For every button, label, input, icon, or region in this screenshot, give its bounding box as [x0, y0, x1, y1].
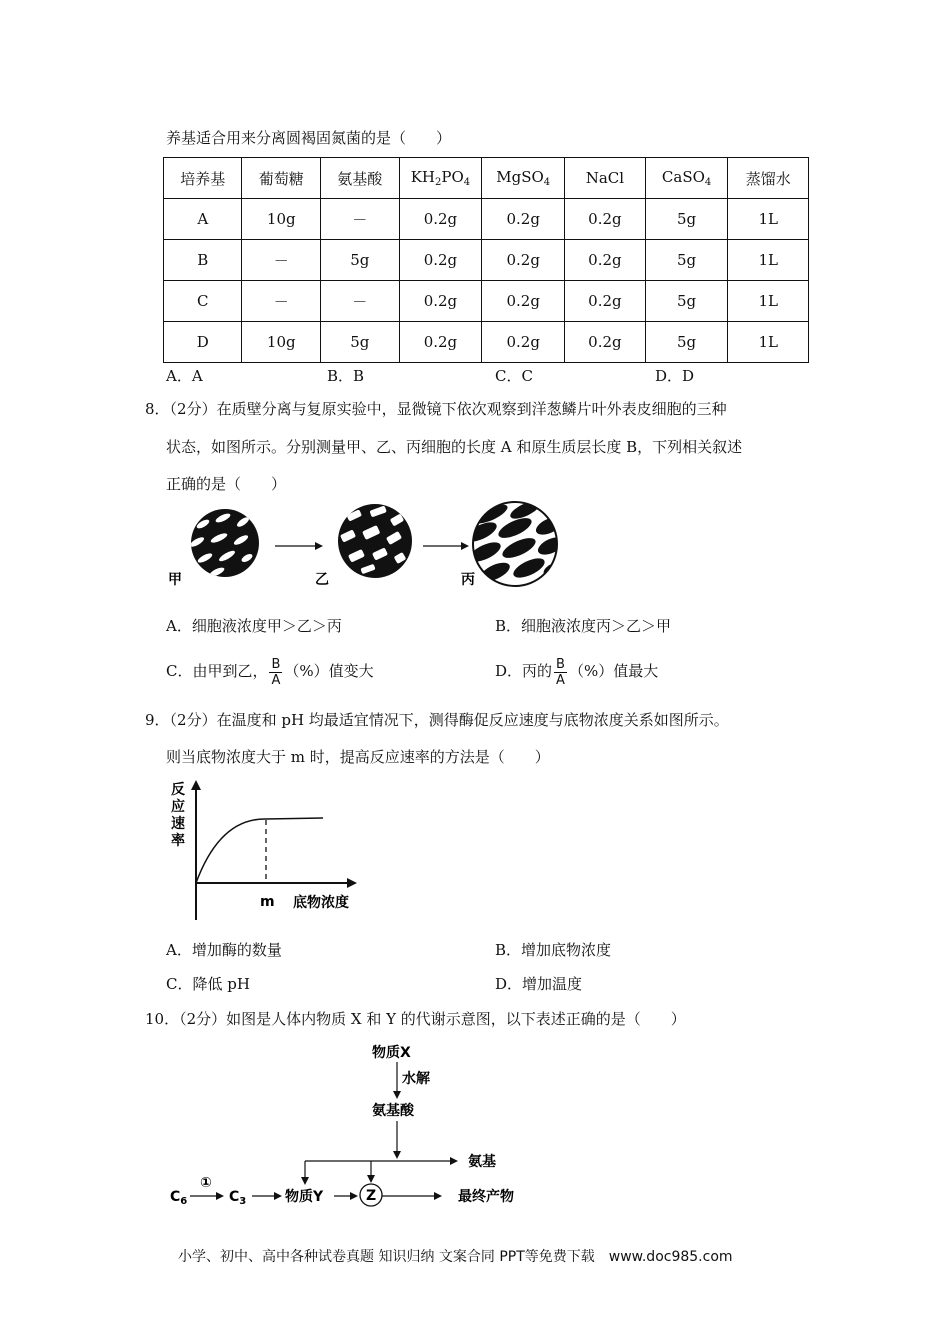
table-cell: 0.2g — [482, 281, 565, 322]
label-bing: 丙 — [461, 572, 475, 588]
q8-option-d-post: （%）值最大 — [568, 662, 659, 680]
ylabel-char: 速 — [171, 816, 185, 832]
cell-yi-image — [338, 504, 412, 578]
m-tick-label: m — [260, 894, 275, 910]
table-cell: 5g — [321, 322, 400, 363]
header-water: 蒸馏水 — [728, 158, 809, 199]
fraction-b-over-a — [554, 657, 567, 688]
fraction-numerator: B — [271, 656, 281, 672]
y-axis-arrow — [191, 780, 201, 790]
ylabel-char: 率 — [171, 833, 185, 849]
arrow-1-head — [315, 542, 323, 550]
fraction-denominator: A — [556, 672, 565, 688]
table-cell: － — [242, 240, 321, 281]
table-cell: 1L — [728, 240, 809, 281]
table-cell: 5g — [645, 240, 728, 281]
q9-option-c: C．降低 pH — [166, 975, 250, 993]
table-cell: 5g — [645, 322, 728, 363]
header-nacl: NaCl — [565, 158, 646, 199]
node-substance-y: 物质Y — [285, 1189, 324, 1205]
table-cell: 0.2g — [565, 199, 646, 240]
table-cell: 0.2g — [482, 199, 565, 240]
arrow-head — [393, 1151, 401, 1159]
table-cell: － — [321, 199, 400, 240]
arrow-head — [450, 1157, 458, 1165]
q8-option-d — [495, 651, 658, 691]
header-amino-acid: 氨基酸 — [321, 158, 400, 199]
table-header-row — [164, 158, 809, 199]
node-c3: $C_3$ — [229, 1189, 247, 1207]
header-medium: 培养基 — [164, 158, 242, 199]
node-c6: $C_6$ — [170, 1189, 188, 1207]
table-cell: B — [164, 240, 242, 281]
table-cell: － — [242, 281, 321, 322]
arrow-2-head — [461, 542, 469, 550]
node-amino-acid: 氨基酸 — [372, 1103, 414, 1119]
table-cell: 0.2g — [399, 322, 482, 363]
q8-stem-line3: 正确的是（ ） — [166, 475, 287, 493]
table-cell: 0.2g — [399, 199, 482, 240]
q7-option-d: D．D — [655, 367, 695, 385]
cell-bing-image — [463, 500, 565, 586]
fraction-denominator: A — [271, 672, 281, 688]
node-final-product: 最终产物 — [458, 1189, 514, 1205]
q10-stem-line1: 10．（2分）如图是人体内物质 X 和 Y 的代谢示意图，以下表述正确的是（ ） — [145, 1010, 686, 1028]
table-cell: 0.2g — [399, 240, 482, 281]
arrow-head — [434, 1192, 442, 1200]
arrow-head — [216, 1192, 224, 1200]
arrow-head — [274, 1192, 282, 1200]
table-cell: 5g — [645, 199, 728, 240]
q7-option-b: B．B — [327, 367, 365, 385]
node-substance-x: 物质X — [372, 1045, 411, 1061]
table-cell: 0.2g — [482, 322, 565, 363]
enzyme-rate-chart — [165, 778, 365, 923]
node-z: Z — [366, 1188, 377, 1204]
q8-stem-line1: 8．（2分）在质壁分离与复原实验中，显微镜下依次观察到洋葱鳞片叶外表皮细胞的三种 — [145, 400, 727, 418]
fraction-b-over-a — [269, 657, 282, 688]
q9-option-a: A．增加酶的数量 — [166, 941, 282, 959]
table-cell: 0.2g — [565, 281, 646, 322]
ylabel-char: 反 — [171, 782, 185, 798]
x-axis-arrow — [347, 878, 357, 888]
table-cell: 5g — [321, 240, 400, 281]
plasmolysis-figure — [165, 500, 565, 592]
header-mgso4: MgSO$_4$ — [482, 158, 565, 199]
table-cell: 1L — [728, 322, 809, 363]
table-row — [164, 281, 809, 322]
table-cell: 10g — [242, 322, 321, 363]
q9-stem-line1: 9．（2分）在温度和 pH 均最适宜情况下，测得酶促反应速度与底物浓度关系如图所示。 — [145, 711, 729, 729]
table-cell: 5g — [645, 281, 728, 322]
q8-option-a: A．细胞液浓度甲＞乙＞丙 — [166, 617, 342, 635]
label-step-1: ① — [200, 1175, 212, 1191]
table-cell: D — [164, 322, 242, 363]
table-row — [164, 322, 809, 363]
rate-curve — [196, 818, 323, 883]
label-yi: 乙 — [315, 572, 329, 588]
metabolism-diagram — [160, 1035, 540, 1215]
q8-option-c — [166, 651, 374, 691]
q8-option-d-pre: D．丙的 — [495, 662, 553, 680]
fraction-numerator: B — [556, 656, 565, 672]
table-row — [164, 240, 809, 281]
table-cell: 1L — [728, 281, 809, 322]
node-amine: 氨基 — [468, 1154, 496, 1170]
q8-stem-line2: 状态，如图所示。分别测量甲、乙、丙细胞的长度 A 和原生质层长度 B，下列相关叙述 — [166, 438, 743, 456]
label-jia: 甲 — [168, 572, 182, 588]
table-cell: 0.2g — [482, 240, 565, 281]
q7-option-c: C．C — [495, 367, 533, 385]
table-row — [164, 199, 809, 240]
q9-option-b: B．增加底物浓度 — [495, 941, 612, 959]
header-kh2po4: $KH_2PO_4$ — [399, 158, 482, 199]
page-footer: 小学、初中、高中各种试卷真题 知识归纳 文案合同 PPT等免费下载 www.doc985.com — [178, 1249, 733, 1265]
table-cell: 0.2g — [565, 322, 646, 363]
arrow-head — [301, 1177, 309, 1185]
table-cell: 0.2g — [565, 240, 646, 281]
table-cell: C — [164, 281, 242, 322]
label-hydrolysis: 水解 — [402, 1071, 430, 1087]
arrow-head — [393, 1091, 401, 1099]
arrow-head — [350, 1192, 358, 1200]
q7-stem-tail: 养基适合用来分离圆褐固氮菌的是（ ） — [166, 129, 452, 147]
q8-option-b: B．细胞液浓度丙＞乙＞甲 — [495, 617, 672, 635]
table-cell: 0.2g — [399, 281, 482, 322]
arrow-head — [367, 1175, 375, 1183]
q9-stem-line2: 则当底物浓度大于 m 时，提高反应速率的方法是（ ） — [166, 748, 550, 766]
table-cell: 10g — [242, 199, 321, 240]
q8-option-c-pre: C．由甲到乙， — [166, 662, 268, 680]
header-glucose: 葡萄糖 — [242, 158, 321, 199]
q7-option-a: A．A — [166, 367, 203, 385]
q9-option-d: D．增加温度 — [495, 975, 583, 993]
table-cell: 1L — [728, 199, 809, 240]
table-cell: A — [164, 199, 242, 240]
q8-option-c-post: （%）值变大 — [284, 662, 374, 680]
table-cell: － — [321, 281, 400, 322]
culture-medium-table — [163, 157, 809, 363]
ylabel-char: 应 — [171, 799, 185, 815]
cell-jia-image — [189, 509, 259, 578]
header-caso4: CaSO$_4$ — [645, 158, 728, 199]
xlabel: 底物浓度 — [293, 895, 349, 911]
